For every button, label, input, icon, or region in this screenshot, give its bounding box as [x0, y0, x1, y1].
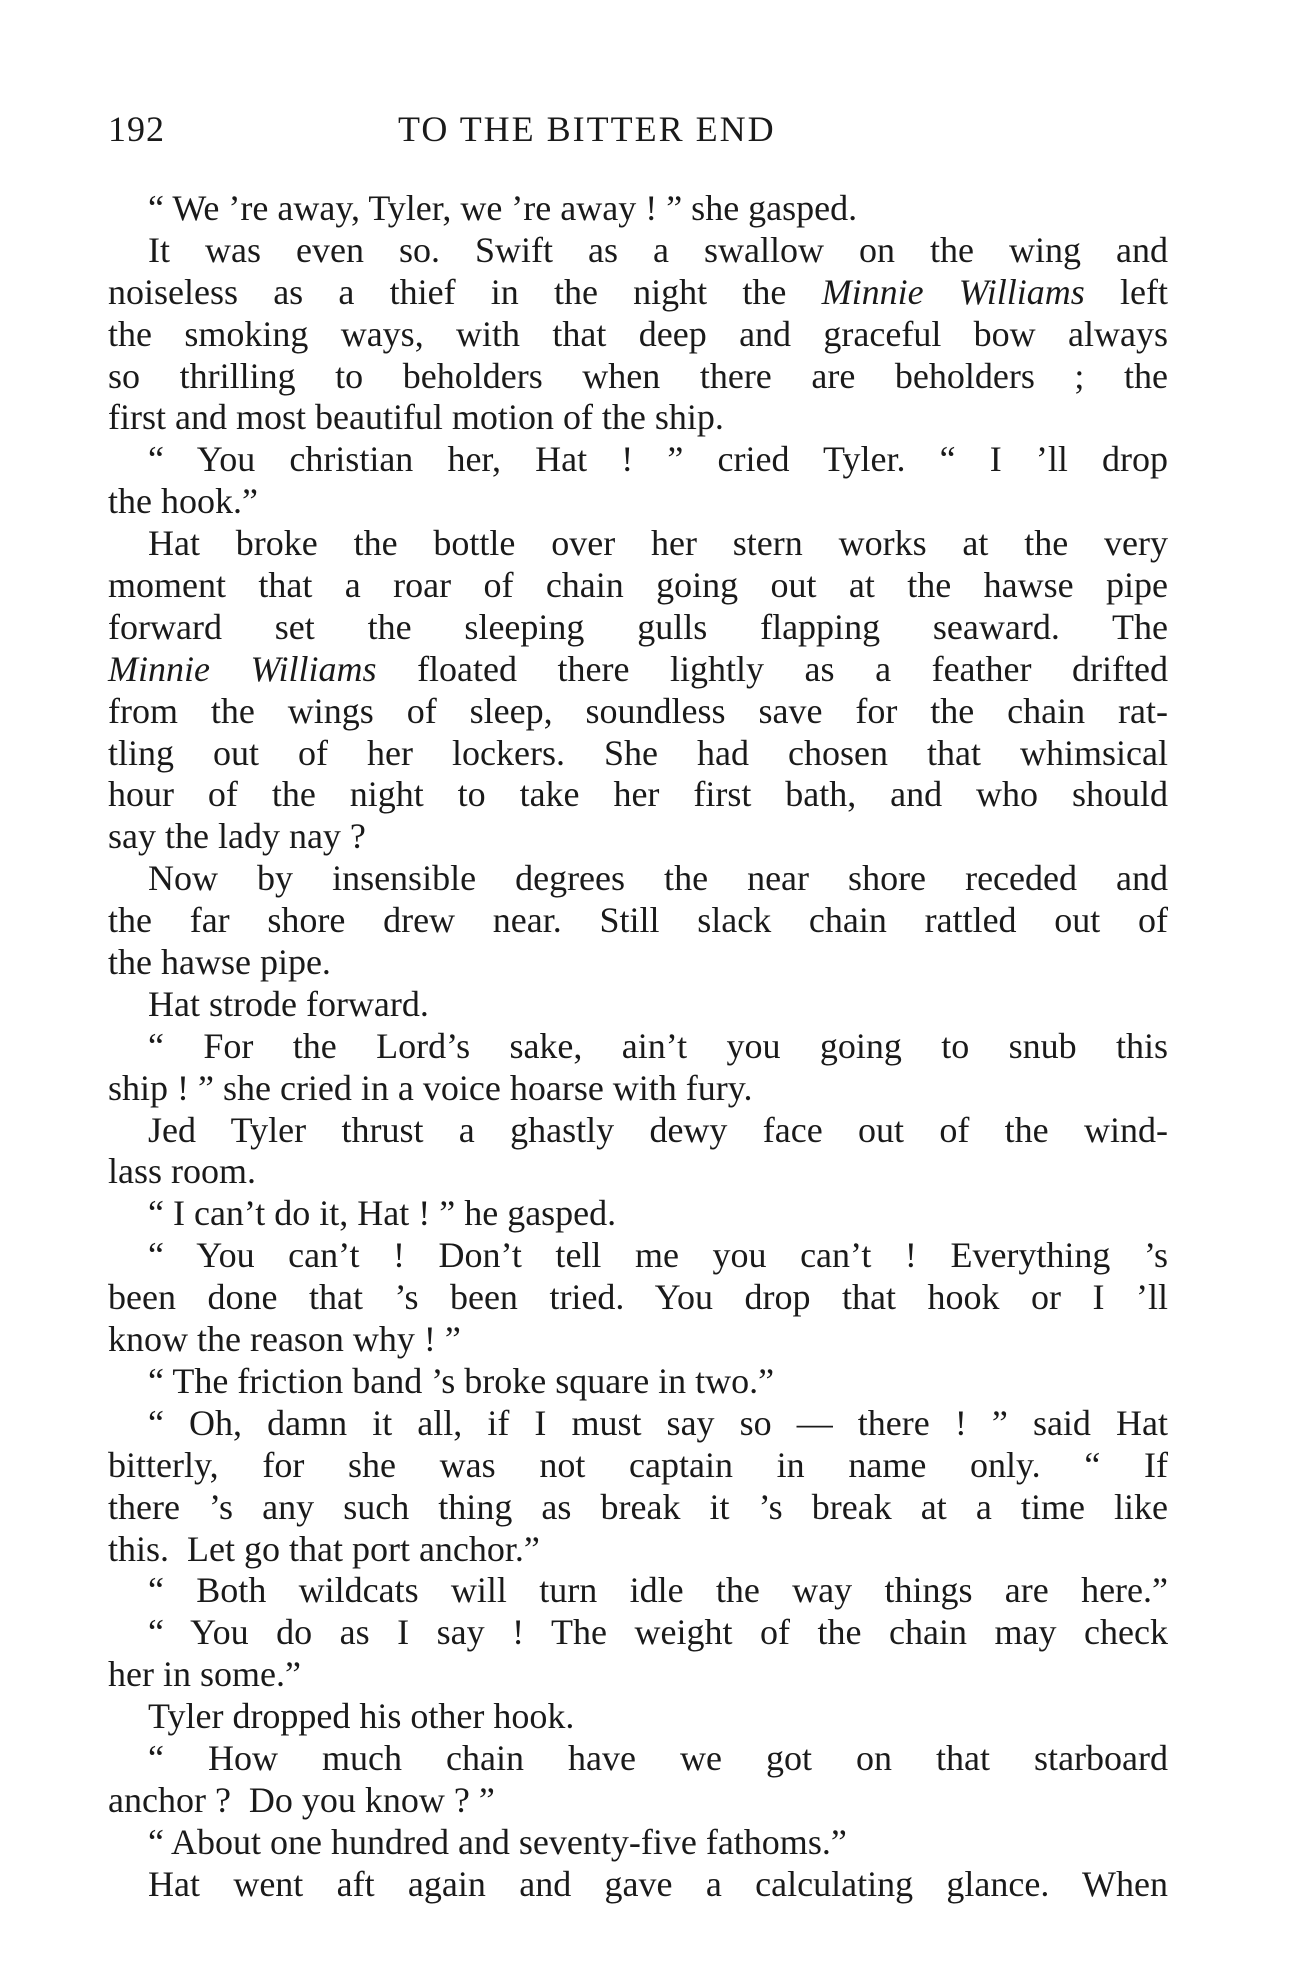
body-text	[108, 188, 1168, 1906]
text-segment: noiseless as a thief in the night the	[108, 271, 822, 312]
text-line: know the reason why ! ”	[108, 1319, 461, 1360]
text-line: “ You can’t ! Don’t tell me you can’t ! Everything ’s	[148, 1235, 1168, 1276]
text-line: from the wings of sleep, soundless save for the chain rat-	[108, 690, 1168, 731]
text-line: “ About one hundred and seventy-five fathoms.”	[148, 1821, 847, 1862]
text-line	[108, 272, 1168, 314]
text-line: Tyler dropped his other hook.	[148, 1696, 575, 1737]
text-line: Hat broke the bottle over her stern works at the very	[148, 523, 1168, 564]
text-line: “ For the Lord’s sake, ain’t you going to snub this	[148, 1025, 1168, 1066]
text-line: It was even so. Swift as a swallow on the wing and	[148, 229, 1168, 270]
text-line: lass room.	[108, 1151, 256, 1192]
text-line: been done that ’s been tried. You drop that hook or I ’ll	[108, 1277, 1168, 1318]
text-line: “ You do as I say ! The weight of the chain may check	[148, 1612, 1168, 1653]
text-line: Hat went aft again and gave a calculating glance. When	[148, 1863, 1168, 1904]
text-line: bitterly, for she was not captain in name only. “ If	[108, 1444, 1168, 1485]
text-line: the far shore drew near. Still slack chain rattled out of	[108, 900, 1168, 941]
text-line: first and most beautiful motion of the ship.	[108, 397, 724, 438]
text-line: anchor ? Do you know ? ”	[108, 1779, 495, 1820]
page-header	[108, 108, 1168, 158]
text-segment: left	[1120, 271, 1168, 312]
text-line: say the lady nay ?	[108, 816, 366, 857]
text-line	[108, 649, 1168, 691]
text-line: ship ! ” she cried in a voice hoarse with fury.	[108, 1067, 753, 1108]
text-line: Now by insensible degrees the near shore receded and	[148, 858, 1168, 899]
text-line: Hat strode forward.	[148, 983, 429, 1024]
text-line: “ Oh, damn it all, if I must say so — there ! ” said Hat	[148, 1402, 1168, 1443]
text-line: tling out of her lockers. She had chosen that whimsical	[108, 732, 1168, 773]
text-line: there ’s any such thing as break it ’s break at a time like	[108, 1486, 1168, 1527]
text-line: “ We ’re away, Tyler, we ’re away ! ” she gasped.	[148, 188, 858, 228]
text-line: the hawse pipe.	[108, 942, 331, 983]
text-line: her in some.”	[108, 1654, 301, 1695]
text-line: “ I can’t do it, Hat ! ” he gasped.	[148, 1193, 617, 1234]
text-line: Jed Tyler thrust a ghastly dewy face out of the wind-	[148, 1109, 1168, 1150]
text-line: “ You christian her, Hat ! ” cried Tyler. “ I ’ll drop	[148, 439, 1168, 480]
text-line: moment that a roar of chain going out at the hawse pipe	[108, 565, 1168, 606]
text-line: “ Both wildcats will turn idle the way things are here.”	[148, 1570, 1168, 1611]
ship-name: Minnie Williams	[108, 648, 377, 689]
text-line: so thrilling to beholders when there are beholders ; the	[108, 355, 1168, 396]
text-line: forward set the sleeping gulls flapping seaward. The	[108, 606, 1168, 647]
page-number: 192	[108, 109, 165, 149]
text-line: “ The friction band ’s broke square in two.”	[148, 1360, 775, 1401]
text-line: this. Let go that port anchor.”	[108, 1528, 540, 1569]
text-line: “ How much chain have we got on that starboard	[148, 1737, 1168, 1778]
ship-name: Minnie Williams	[821, 271, 1085, 312]
text-line: the smoking ways, with that deep and graceful bow always	[108, 313, 1168, 354]
text-segment: floated there lightly as a feather drifted	[417, 648, 1168, 689]
running-title: TO THE BITTER END	[398, 109, 776, 149]
text-line: the hook.”	[108, 481, 258, 522]
text-line: hour of the night to take her first bath, and who should	[108, 774, 1168, 815]
